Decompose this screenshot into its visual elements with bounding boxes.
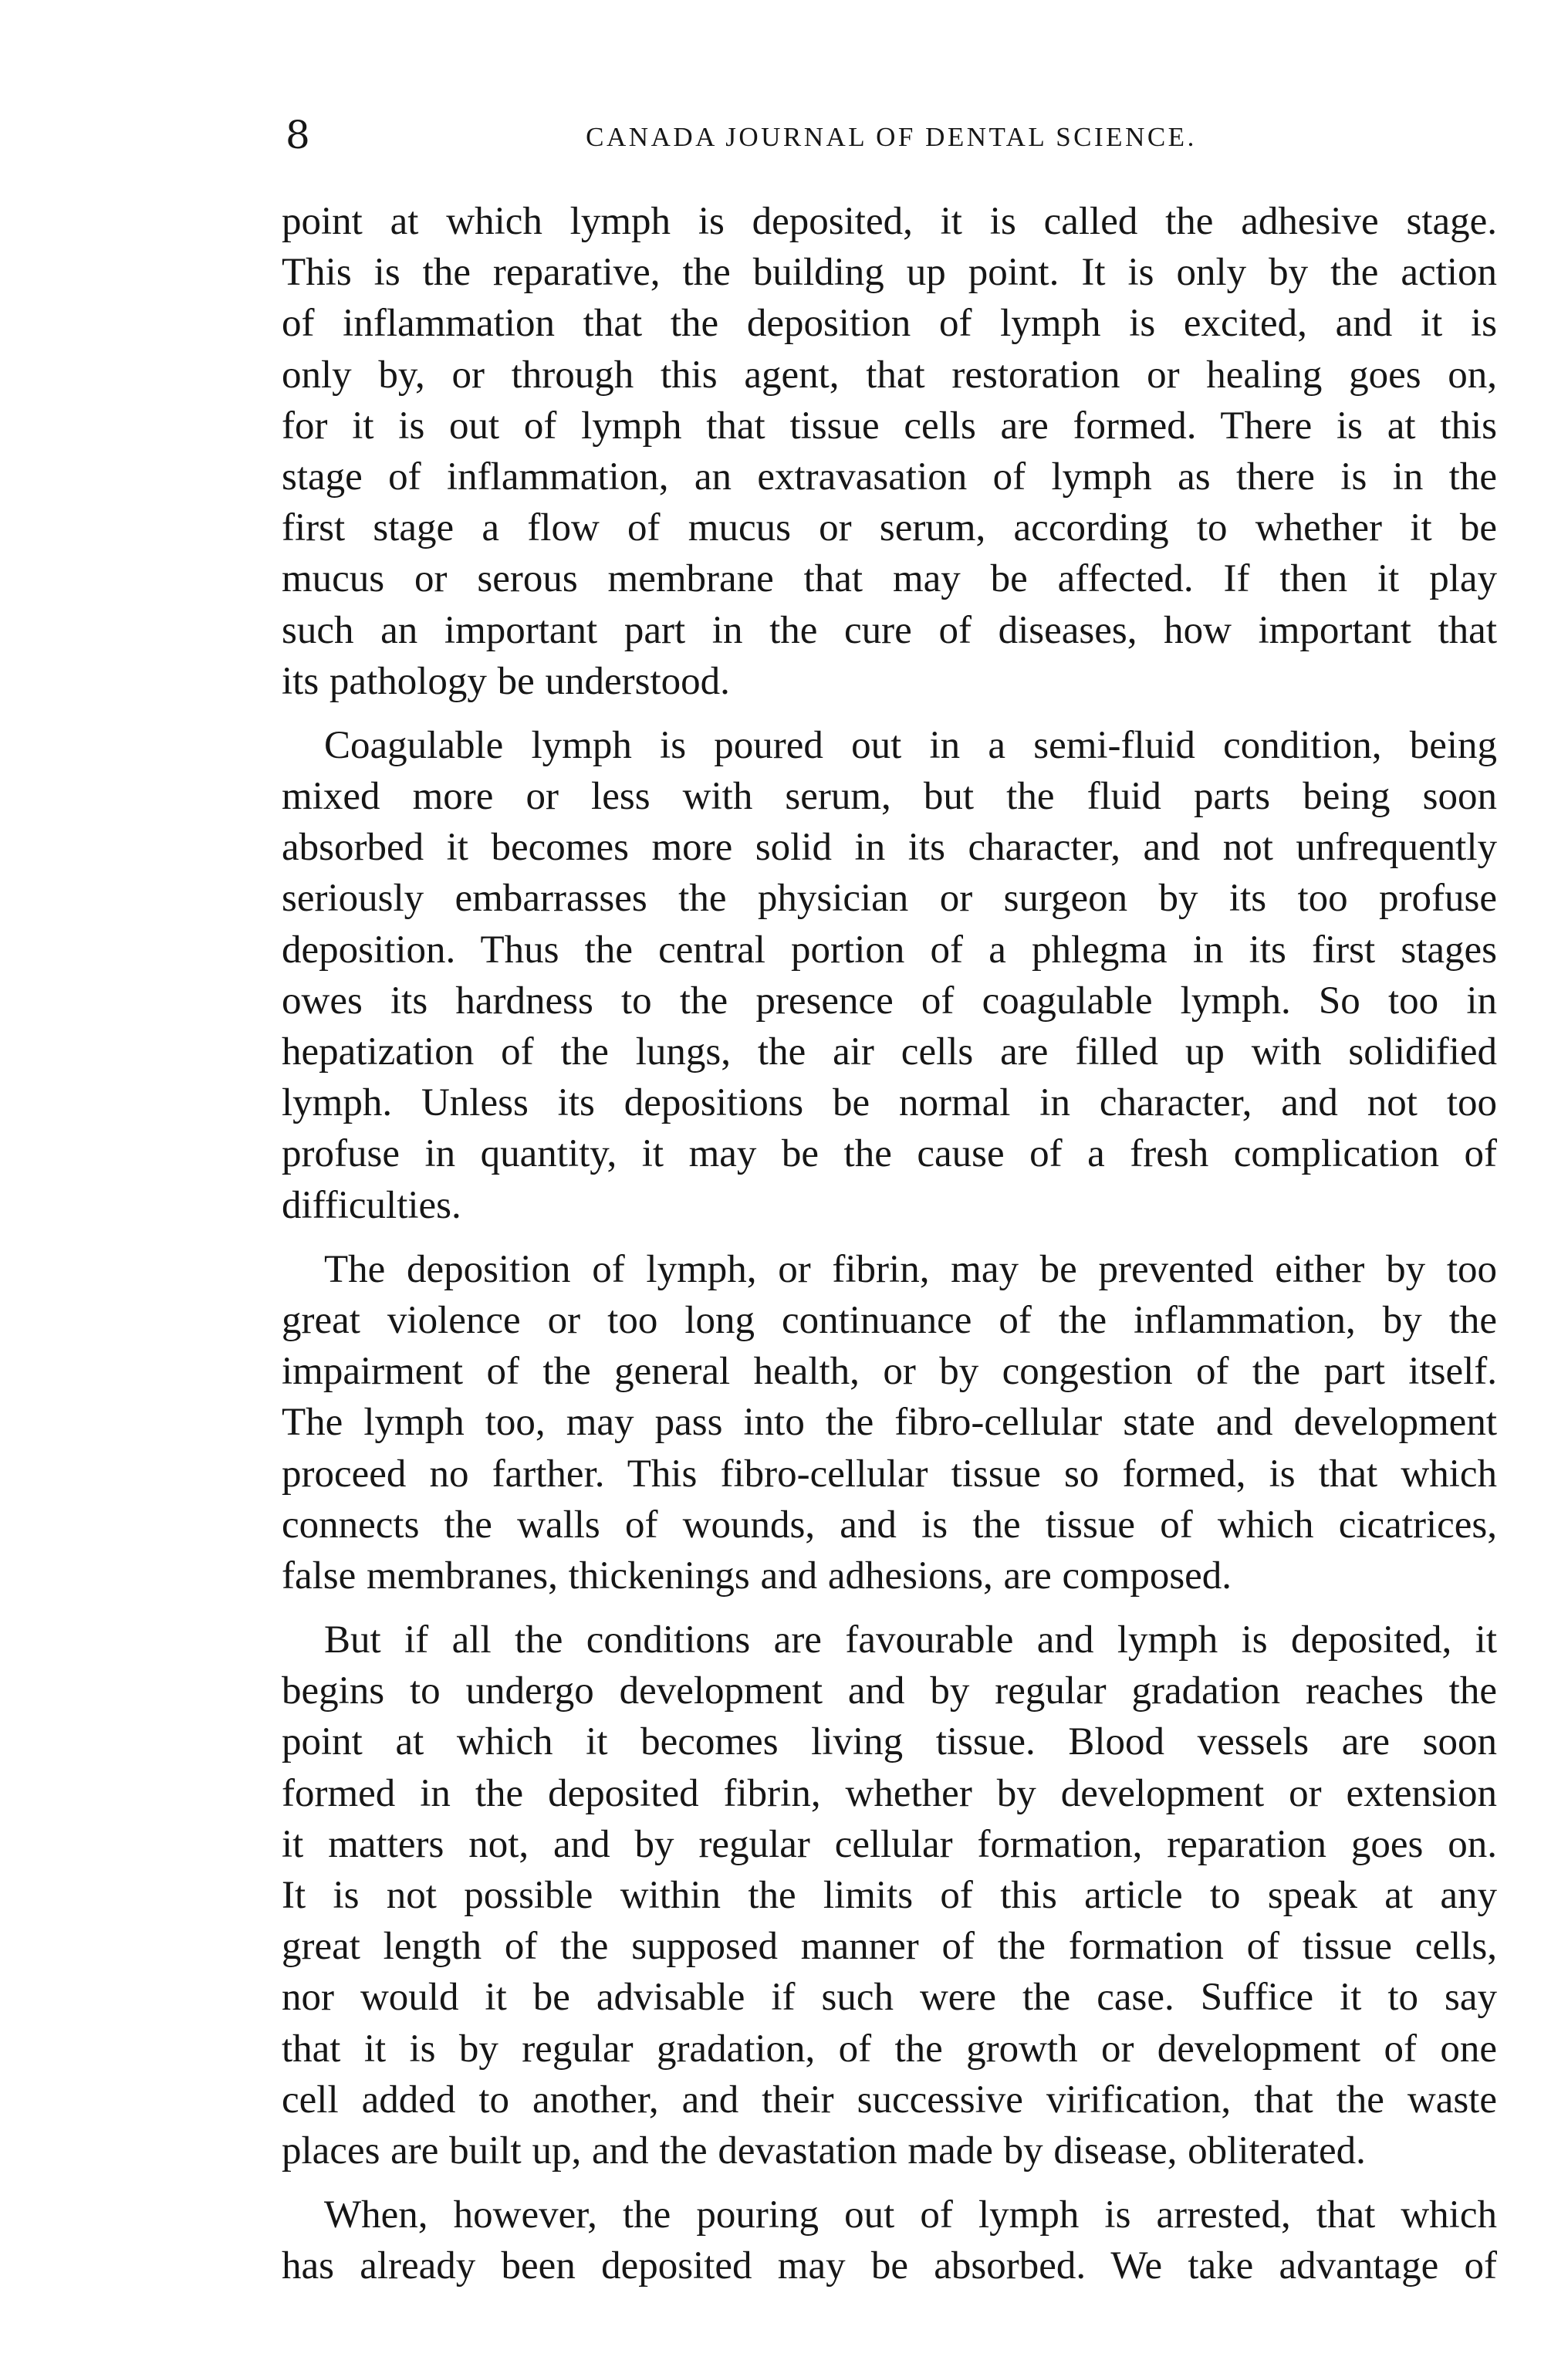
text-line: only by, or through this agent, that restoration or healing goes on, xyxy=(282,353,1497,397)
text-line: impairment of the general health, or by congestion of the part itself. xyxy=(282,1350,1497,1394)
text-line: great violence or too long continuance of the inflammation, by the xyxy=(282,1298,1497,1342)
text-line: places are built up, and the devastation made by disease, obliterated. xyxy=(282,2129,1366,2173)
text-line: cell added to another, and their successive virification, that the waste xyxy=(282,2078,1497,2122)
text-line: deposition. Thus the central portion of a phlegma in its first stages xyxy=(282,928,1497,972)
text-line: formed in the deposited fibrin, whether by development or extension xyxy=(282,1771,1497,1815)
page-header xyxy=(286,112,1497,174)
text-line: great length of the supposed manner of the formation of tissue cells, xyxy=(282,1925,1497,1969)
page-number: 8 xyxy=(286,113,310,157)
text-line: absorbed it becomes more solid in its character, and not unfrequently xyxy=(282,826,1497,870)
text-line: This is the reparative, the building up point. It is only by the action xyxy=(282,251,1497,295)
text-line: for it is out of lymph that tissue cells are formed. There is at this xyxy=(282,404,1497,448)
text-line: The deposition of lymph, or fibrin, may be prevented either by too xyxy=(324,1247,1497,1291)
paragraph-5 xyxy=(282,2189,1497,2291)
text-line: false membranes, thickenings and adhesions, are composed. xyxy=(282,1554,1232,1598)
text-line: such an important part in the cure of diseases, how important that xyxy=(282,608,1497,652)
text-line: proceed no farther. This fibro-cellular tissue so formed, is that which xyxy=(282,1452,1497,1496)
text-line: begins to undergo development and by regular gradation reaches the xyxy=(282,1669,1497,1713)
text-line: seriously embarrasses the physician or surgeon by its too profuse xyxy=(282,877,1497,921)
text-line: first stage a flow of mucus or serum, according to whether it be xyxy=(282,506,1497,550)
text-line: that it is by regular gradation, of the growth or development of one xyxy=(282,2027,1497,2071)
article-body xyxy=(282,196,1497,2292)
text-line: of inflammation that the deposition of lymph is excited, and it is xyxy=(282,302,1497,346)
text-line: point at which lymph is deposited, it is called the adhesive stage. xyxy=(282,200,1497,243)
paragraph-1 xyxy=(282,196,1497,707)
text-line: owes its hardness to the presence of coagulable lymph. So too in xyxy=(282,979,1497,1023)
text-line: But if all the conditions are favourable and lymph is deposited, it xyxy=(324,1618,1497,1662)
running-head: CANADA JOURNAL OF DENTAL SCIENCE. xyxy=(586,122,1197,152)
text-line: When, however, the pouring out of lymph is arrested, that which xyxy=(324,2193,1497,2237)
paragraph-3 xyxy=(282,1244,1497,1601)
text-line: nor would it be advisable if such were the case. Suffice it to say xyxy=(282,1976,1497,2020)
text-line: mucus or serous membrane that may be affected. If then it play xyxy=(282,557,1497,601)
text-line: The lymph too, may pass into the fibro-cellular state and development xyxy=(282,1401,1497,1445)
text-line: connects the walls of wounds, and is the tissue of which cicatrices, xyxy=(282,1503,1497,1547)
text-line: It is not possible within the limits of this article to speak at any xyxy=(282,1874,1497,1917)
text-line: Coagulable lymph is poured out in a semi-fluid condition, being xyxy=(324,723,1497,767)
text-line: hepatization of the lungs, the air cells are filled up with solidified xyxy=(282,1030,1497,1074)
text-line: its pathology be understood. xyxy=(282,659,730,703)
text-line: profuse in quantity, it may be the cause of a fresh complication of xyxy=(282,1132,1497,1176)
paragraph-4 xyxy=(282,1615,1497,2176)
text-line: mixed more or less with serum, but the fluid parts being soon xyxy=(282,775,1497,819)
paragraph-2 xyxy=(282,720,1497,1231)
text-line: has already been deposited may be absorbed. We take advantage of xyxy=(282,2244,1497,2288)
text-line: it matters not, and by regular cellular formation, reparation goes on. xyxy=(282,1822,1497,1866)
text-line: lymph. Unless its depositions be normal in character, and not too xyxy=(282,1081,1497,1125)
text-line: difficulties. xyxy=(282,1183,461,1227)
text-line: stage of inflammation, an extravasation of lymph as there is in the xyxy=(282,455,1497,499)
text-line: point at which it becomes living tissue. Blood vessels are soon xyxy=(282,1720,1497,1764)
